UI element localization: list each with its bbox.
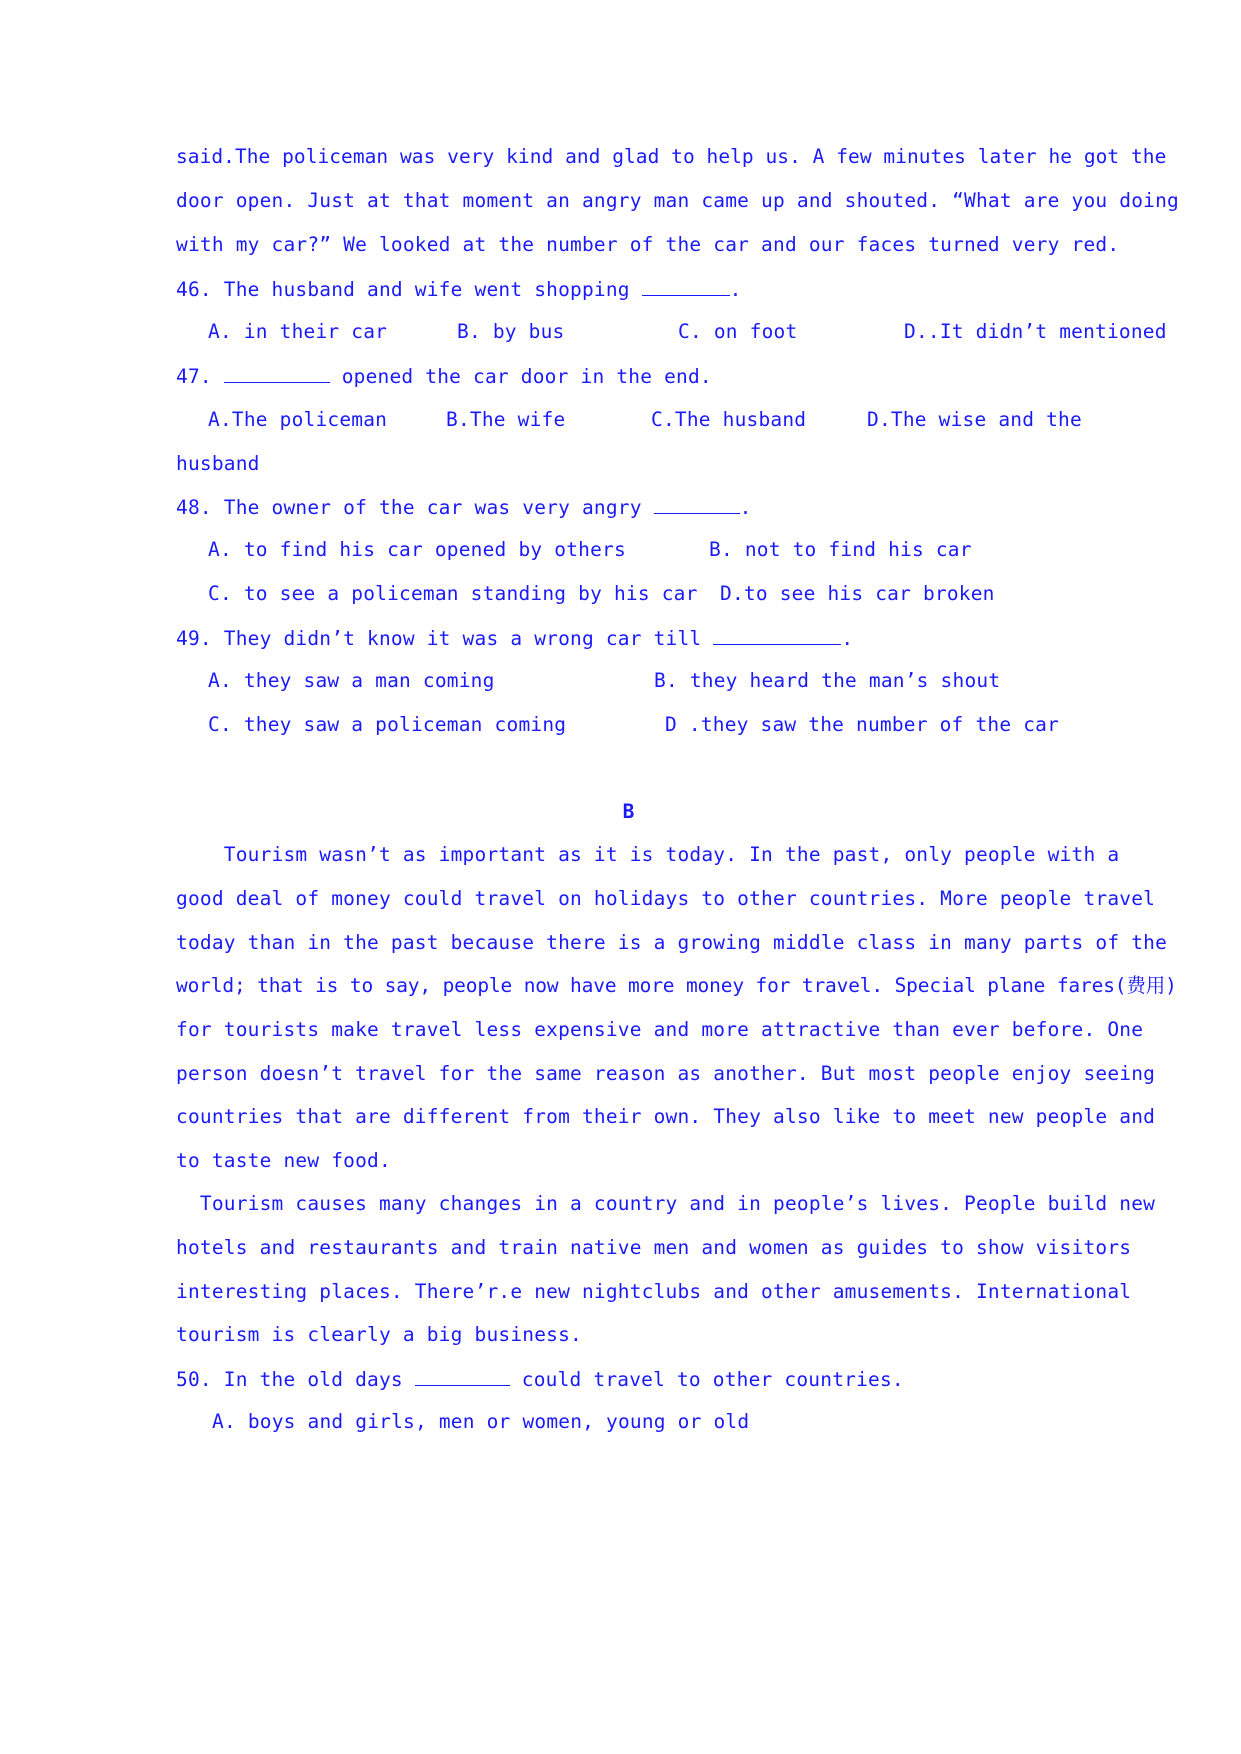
question-47-number: 47. — [176, 365, 224, 388]
question-48-option-a: A. to find his car opened by others — [208, 538, 626, 561]
question-48-text: 48. The owner of the car was very angry — [176, 496, 654, 519]
question-49-option-b: B. they heard the man’s shout — [654, 669, 1001, 692]
passage-b-line: interesting places. There’r.e new nightclubs and other amusements. International — [176, 1280, 1132, 1303]
question-50-option-a: A. boys and girls, men or women, young or old — [212, 1410, 750, 1433]
question-46-option-a: A. in their car — [208, 320, 388, 343]
passage-a-line: said.The policeman was very kind and glad to help us. A few minutes later he got the — [176, 145, 1167, 168]
passage-a-line: door open. Just at that moment an angry man came up and shouted. “What are you doing — [176, 189, 1179, 212]
question-49-stem — [176, 626, 853, 651]
passage-b-line: tourism is clearly a big business. — [176, 1323, 582, 1346]
question-46-option-d: D..It didn’t mentioned — [904, 320, 1167, 343]
passage-a-line: with my car?” We looked at the number of the car and our faces turned very red. — [176, 233, 1120, 256]
question-46-option-c: C. on foot — [678, 320, 798, 343]
answer-blank — [415, 1367, 510, 1386]
question-47-text: opened the car door in the end. — [329, 365, 712, 388]
question-49-option-c: C. they saw a policeman coming — [208, 713, 567, 736]
passage-b-line: hotels and restaurants and train native men and women as guides to show visitors — [176, 1236, 1132, 1259]
passage-b-line: Tourism wasn’t as important as it is today. In the past, only people with a — [176, 843, 1120, 866]
question-48-option-c: C. to see a policeman standing by his car — [208, 582, 698, 605]
question-49-text: 49. They didn’t know it was a wrong car till — [176, 627, 714, 650]
passage-b-line: world; that is to say, people now have more money for travel. Special plane fares(费用) — [176, 974, 1177, 997]
question-49-option-a: A. they saw a man coming — [208, 669, 495, 692]
passage-b-line: person doesn’t travel for the same reason as another. But most people enjoy seeing — [176, 1062, 1156, 1085]
question-50-text: 50. In the old days — [176, 1368, 415, 1391]
passage-b-line: Tourism causes many changes in a country and in people’s lives. People build new — [176, 1192, 1156, 1215]
passage-b-line: today than in the past because there is a growing middle class in many parts of the — [176, 931, 1168, 954]
question-46-end: . — [729, 278, 742, 301]
passage-b-line: countries that are different from their own. They also like to meet new people and — [176, 1105, 1156, 1128]
question-47-option-c: C.The husband — [651, 408, 807, 431]
question-50-end: could travel to other countries. — [509, 1368, 904, 1391]
question-48-end: . — [739, 496, 752, 519]
passage-b-line: for tourists make travel less expensive and more attractive than ever before. One — [176, 1018, 1144, 1041]
section-b-heading: B — [622, 800, 635, 823]
question-50-stem — [176, 1367, 904, 1392]
question-46-stem — [176, 277, 742, 302]
question-49-end: . — [841, 627, 854, 650]
question-47-option-d: D.The wise and the — [867, 408, 1082, 431]
question-47-option-d-continued: husband — [176, 452, 260, 475]
question-47-stem — [176, 364, 712, 389]
question-47-option-a: A.The policeman — [208, 408, 388, 431]
question-49-option-d: D .they saw the number of the car — [665, 713, 1060, 736]
question-47-option-b: B.The wife — [446, 408, 566, 431]
question-46-text: 46. The husband and wife went shopping — [176, 278, 642, 301]
answer-blank — [654, 495, 740, 514]
passage-b-line: to taste new food. — [176, 1149, 391, 1172]
question-46-option-b: B. by bus — [457, 320, 565, 343]
passage-b-line: good deal of money could travel on holidays to other countries. More people travel — [176, 887, 1156, 910]
answer-blank — [713, 626, 841, 645]
question-48-stem — [176, 495, 752, 520]
question-48-option-b: B. not to find his car — [709, 538, 972, 561]
answer-blank — [224, 364, 330, 383]
question-48-option-d: D.to see his car broken — [720, 582, 995, 605]
answer-blank — [642, 277, 730, 296]
